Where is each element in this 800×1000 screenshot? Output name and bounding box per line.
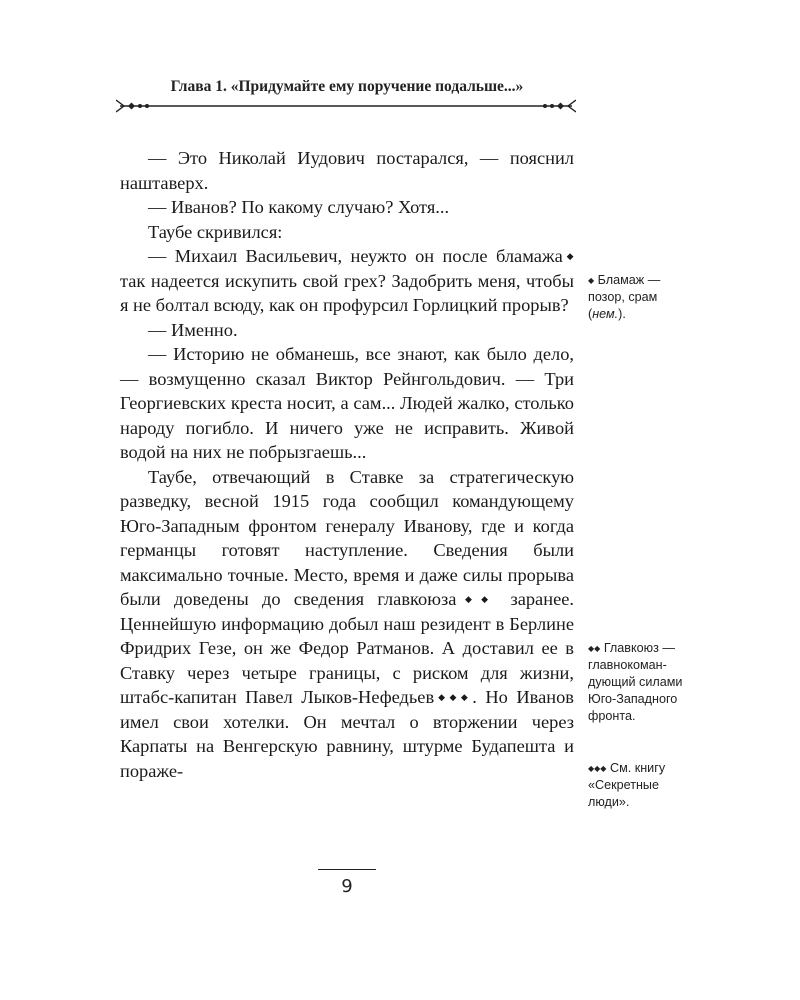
paragraph: — Это Николай Иудович постарался, — пояснил наштаверх. <box>120 148 574 193</box>
side-note-marker: ◆◆◆ <box>588 764 607 773</box>
paragraph <box>120 465 574 784</box>
paragraph: — Именно. <box>148 319 238 340</box>
side-note-lang: нем. <box>592 307 619 321</box>
paragraph: — Иванов? По какому случаю? Хотя... <box>148 197 450 217</box>
footer-rule <box>318 869 376 870</box>
side-note-3 <box>588 760 693 811</box>
side-note-text: Бламаж — позор, срам <box>588 273 661 304</box>
side-note-text: См. книгу «Секретные люди». <box>588 761 666 809</box>
side-note-1: ◆ Бламаж — позор, срам (нем.). <box>588 273 661 321</box>
paragraph-text: — Михаил Васильевич, неужто он после бламажа <box>148 246 563 266</box>
paragraph-text: Таубе, отвечающий в Ставке за стратегическую разведку, весной 1915 года сообщил командующему Юго-Западным фронтом генералу Иванову, где и когда германцы готовят наступление. Сведения были максимально точные. Место, время и даже силы прорыва были доведены до сведения главкоюза <box>120 466 574 609</box>
footnote-marker-1: ◆ <box>562 251 575 261</box>
running-header: Глава 1. «Придумайте ему поручение подальше...» <box>170 78 524 95</box>
paragraph-text: так надеется искупить свой грех? Задобрить меня, чтобы я не болтал всюду, как он профурсил Горлицкий прорыв? <box>120 270 574 315</box>
paragraph-text: . Но Иванов имел свои хотелки. Он мечтал о вторжении через Карпаты на Венгерскую равнину, штурме Будапешта и пораже- <box>120 687 574 781</box>
footnote-marker-2: ◆◆ <box>456 594 498 604</box>
side-note-2 <box>588 640 693 725</box>
page-number: 9 <box>341 876 353 897</box>
side-note-marker: ◆ <box>588 276 595 285</box>
header-ornament-rule <box>116 98 576 114</box>
main-text <box>120 146 574 783</box>
paragraph: Таубе скривился: <box>148 221 283 242</box>
side-note-text: Главкоюз — главнокоман-дующий силами Юго-Западного фронта. <box>588 641 683 723</box>
footnote-marker-3: ◆◆◆ <box>434 692 473 702</box>
paragraph <box>120 244 574 318</box>
paragraph-text: заранее. Ценнейшую информацию добыл наш резидент в Берлине Фридрих Гезе, он же Федор Ратманов. А доставил ее в Ставку через четыре границы, с риском для жизни, штабс-капитан Павел Лыков-Нефедьев <box>120 589 574 707</box>
side-note-marker: ◆◆ <box>588 644 601 653</box>
paragraph: — Историю не обманешь, все знают, как было дело, — возмущенно сказал Виктор Рейнгольдович. — Три Георгиевских креста носит, а сам... Людей жалко, столько народу погибло. И ничего уже не исправить. Живой водой на них не побрызгаешь... <box>120 344 574 462</box>
